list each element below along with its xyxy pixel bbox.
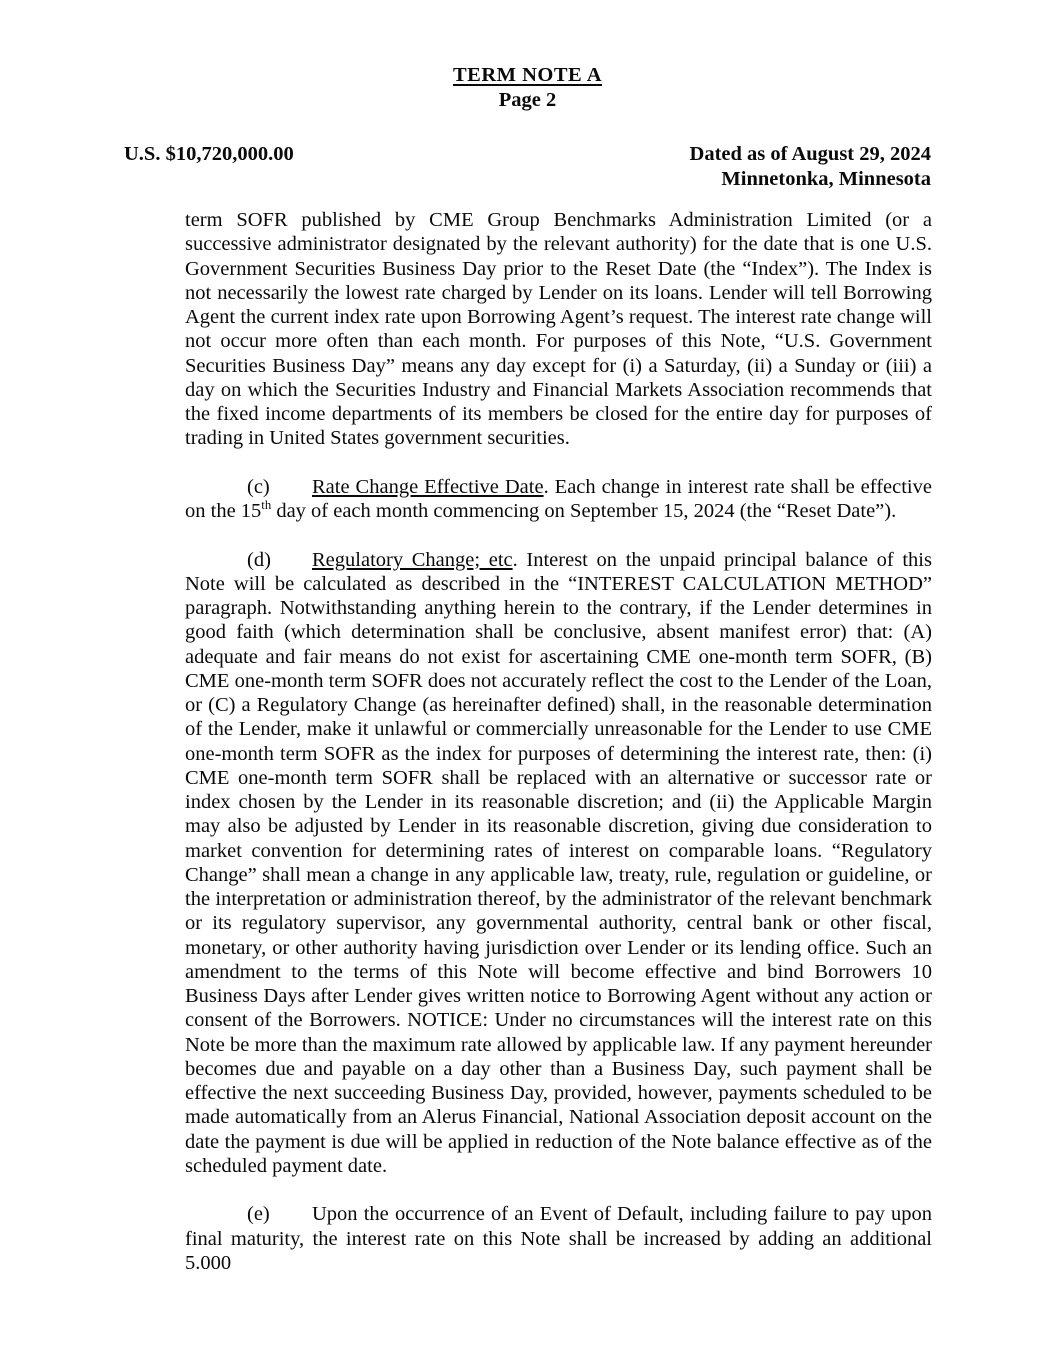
paragraph-c-text-before-sup: . Each change in interest rate shall be effective on the 15 [185, 475, 932, 522]
principal-amount: U.S. $10,720,000.00 [124, 143, 294, 165]
dated-line: Dated as of August 29, 2024 [689, 143, 931, 165]
document-title: TERM NOTE A [452, 64, 603, 86]
paragraph-e-text: Upon the occurrence of an Event of Default, including failure to pay upon final maturity, the interest rate on this Note shall be increased by adding an additional 5.000 [185, 1203, 932, 1274]
document-header [0, 0, 1055, 112]
paragraph-c-label: (c) [247, 475, 270, 498]
paragraph-c-heading: Rate Change Effective Date [312, 475, 544, 498]
paragraph-continuation-text: term SOFR published by CME Group Benchmarks Administration Limited (or a successive administrator designated by the relevant authority) for the date that is one U.S. Government Securities Business Day prior to the Reset Date (the “Index”). The Index is not necessarily the lowest rate charged by Lender on its loans. Lender will tell Borrowing Agent the current index rate upon Borrowing Agent’s request. The interest rate change will not occur more often than each month. For purposes of this Note, “U.S. Government Securities Business Day” means any day except for (i) a Saturday, (ii) a Sunday or (iii) a day on which the Securities Industry and Financial Markets Association recommends that the fixed income departments of its members be closed for the entire day for purposes of trading in United States government securities. [185, 209, 932, 450]
paragraph-e [185, 1202, 932, 1275]
paragraph-d [185, 548, 932, 1179]
location-line: Minnetonka, Minnesota [721, 167, 931, 190]
paragraph-c [185, 475, 932, 524]
paragraph-d-label: (d) [247, 548, 271, 571]
date-block [690, 142, 931, 191]
paragraph-continuation [185, 208, 932, 451]
ordinal-superscript: th [261, 498, 272, 513]
meta-row [124, 142, 931, 191]
paragraph-d-heading: Regulatory Change; etc [312, 548, 513, 571]
paragraph-c-text-after-sup: day of each month commencing on September 15, 2024 (the “Reset Date”). [271, 500, 897, 522]
document-body [185, 208, 932, 1275]
paragraph-e-label: (e) [247, 1203, 270, 1226]
paragraph-d-text: . Interest on the unpaid principal balance of this Note will be calculated as described in the “INTEREST CALCULATION METHOD” paragraph. Notwithstanding anything herein to the contrary, if the Lender determines in good faith (which determination shall be conclusive, absent manifest error) that: (A) adequate and fair means do not exist for ascertaining CME one-month term SOFR, (B) CME one-month term SOFR does not accurately reflect the cost to the Lender of the Loan, or (C) a Regulatory Change (as hereinafter defined) shall, in the reasonable determination of the Lender, make it unlawful or commercially unreasonable for the Lender to use CME one-month term SOFR as the index for purposes of determining the interest rate, then: (i) CME one-month term SOFR shall be replaced with an alternative or successor rate or index chosen by the Lender in its reasonable discretion; and (ii) the Applicable Margin may also be adjusted by Lender in its reasonable discretion, giving due consideration to market convention for determining rates of interest on comparable loans. “Regulatory Change” shall mean a change in any applicable law, treaty, rule, regulation or guideline, or the interpretation or administration thereof, by the administrator of the relevant benchmark or its regulatory supervisor, any governmental authority, central bank or other fiscal, monetary, or other authority having jurisdiction over Lender or its lending office. Such an amendment to the terms of this Note will become effective and bind Borrowers 10 Business Days after Lender gives written notice to Borrowing Agent without any action or consent of the Borrowers. NOTICE: Under no circumstances will the interest rate on this Note be more than the maximum rate allowed by applicable law. If any payment hereunder becomes due and payable on a day other than a Business Day, such payment shall be effective the next succeeding Business Day, provided, however, payments scheduled to be made automatically from an Alerus Financial, National Association deposit account on the date the payment is due will be applied in reduction of the Note balance effective as of the scheduled payment date. [185, 548, 932, 1177]
page-number: Page 2 [498, 88, 557, 111]
